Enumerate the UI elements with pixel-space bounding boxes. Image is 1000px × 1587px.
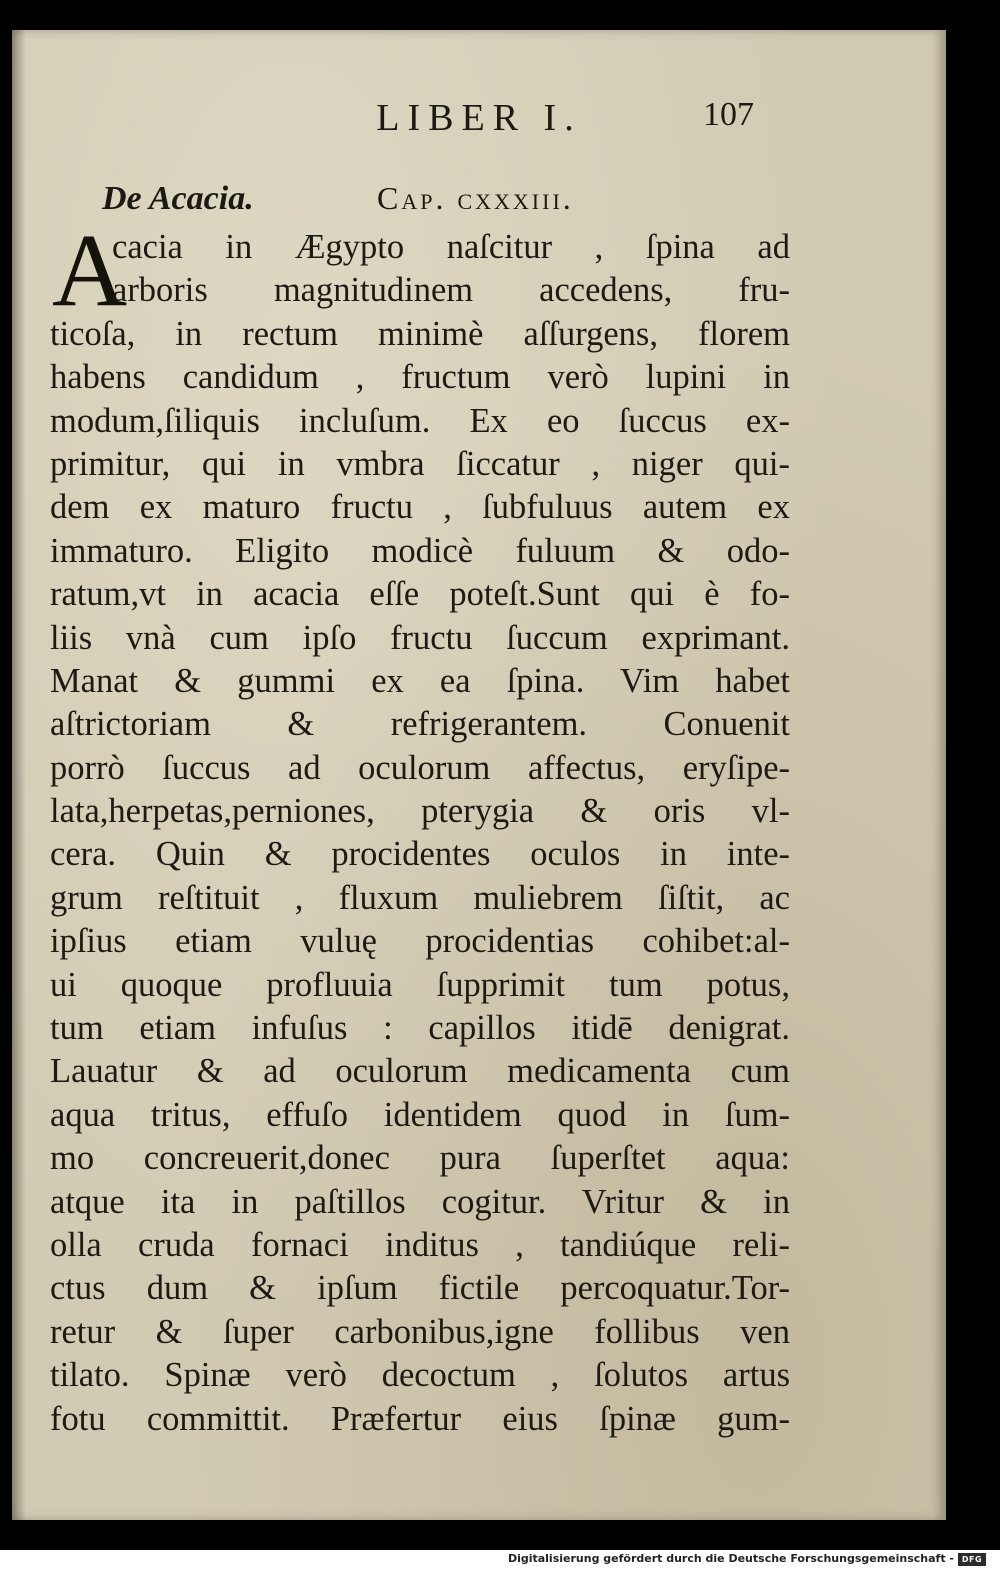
page-number: 107	[703, 96, 754, 133]
body-text	[50, 213, 790, 1441]
text-line: Lauatur & ad oculorum medicamenta cum	[50, 1052, 790, 1091]
book-page	[12, 30, 946, 1520]
text-line: mo concreuerit,donec pura ſuperſtet aqua:	[50, 1139, 790, 1178]
text-line: retur & ſuper carbonibus,igne follibus ven	[50, 1312, 790, 1351]
text-line: ui quoque profluuia ſupprimit tum potus,	[50, 965, 790, 1004]
text-line: modum,ſiliquis incluſum. Ex eo ſuccus ex-	[50, 401, 790, 440]
running-head: LIBER I.	[376, 97, 582, 139]
text-line: olla cruda fornaci inditus , tandiúque reli-	[50, 1225, 790, 1264]
text-line: habens candidum , fructum verò lupini in	[50, 358, 790, 397]
text-line: tilato. Spinæ verò decoctum , ſolutos artus	[50, 1356, 790, 1395]
text-line: ratum,vt in acacia eſſe poteſt.Sunt qui è fo-	[50, 575, 790, 614]
chapter-number: Cap. cxxxiii.	[377, 180, 574, 216]
page-header	[12, 96, 946, 146]
text-line: primitur, qui in vmbra ſiccatur , niger qui-	[50, 444, 790, 483]
dfg-logo-icon: DFG	[958, 1553, 986, 1566]
text-line: aſtrictoriam & refrigerantem. Conuenit	[50, 705, 790, 744]
drop-capital: A	[52, 213, 128, 328]
text-line: ipſius etiam vuluę procidentias cohibet:al-	[50, 922, 790, 961]
chapter-title: De Acacia.	[102, 180, 254, 217]
text-line: fotu committit. Præfertur eius ſpinæ gum-	[50, 1399, 790, 1438]
text-line: arboris magnitudinem accedens, fru-	[112, 271, 790, 310]
text-line: tum etiam infuſus : capillos itidē denigrat.	[50, 1009, 790, 1048]
text-line: ticoſa, in rectum minimè aſſurgens, florem	[50, 314, 790, 353]
footer-credit: Digitalisierung gefördert durch die Deutsche Forschungsgemeinschaft -	[507, 1552, 954, 1565]
chapter-heading	[102, 180, 886, 224]
gutter-shadow	[12, 30, 26, 1520]
text-line: Manat & gummi ex ea ſpina. Vim habet	[50, 661, 790, 700]
text-line: lata,herpetas,perniones, pterygia & oris vl-	[50, 792, 790, 831]
text-line: liis vnà cum ipſo fructu ſuccum exprimant.	[50, 618, 790, 657]
text-line: dem ex maturo fructu , ſubfuluus autem ex	[50, 488, 790, 527]
text-line-1: cacia in Ægypto naſcitur , ſpina ad	[112, 228, 790, 266]
text-line: porrò ſuccus ad oculorum affectus, eryſipe-	[50, 748, 790, 787]
text-line: cera. Quin & procidentes oculos in inte-	[50, 835, 790, 874]
text-line: grum reſtituit , fluxum muliebrem ſiſtit, ac	[50, 878, 790, 917]
text-line: atque ita in paſtillos cogitur. Vritur & in	[50, 1182, 790, 1221]
text-line: aqua tritus, effuſo identidem quod in ſum-	[50, 1095, 790, 1134]
text-line: ctus dum & ipſum fictile percoquatur.Tor-	[50, 1269, 790, 1308]
text-line: immaturo. Eligito modicè fuluum & odo-	[50, 531, 790, 570]
